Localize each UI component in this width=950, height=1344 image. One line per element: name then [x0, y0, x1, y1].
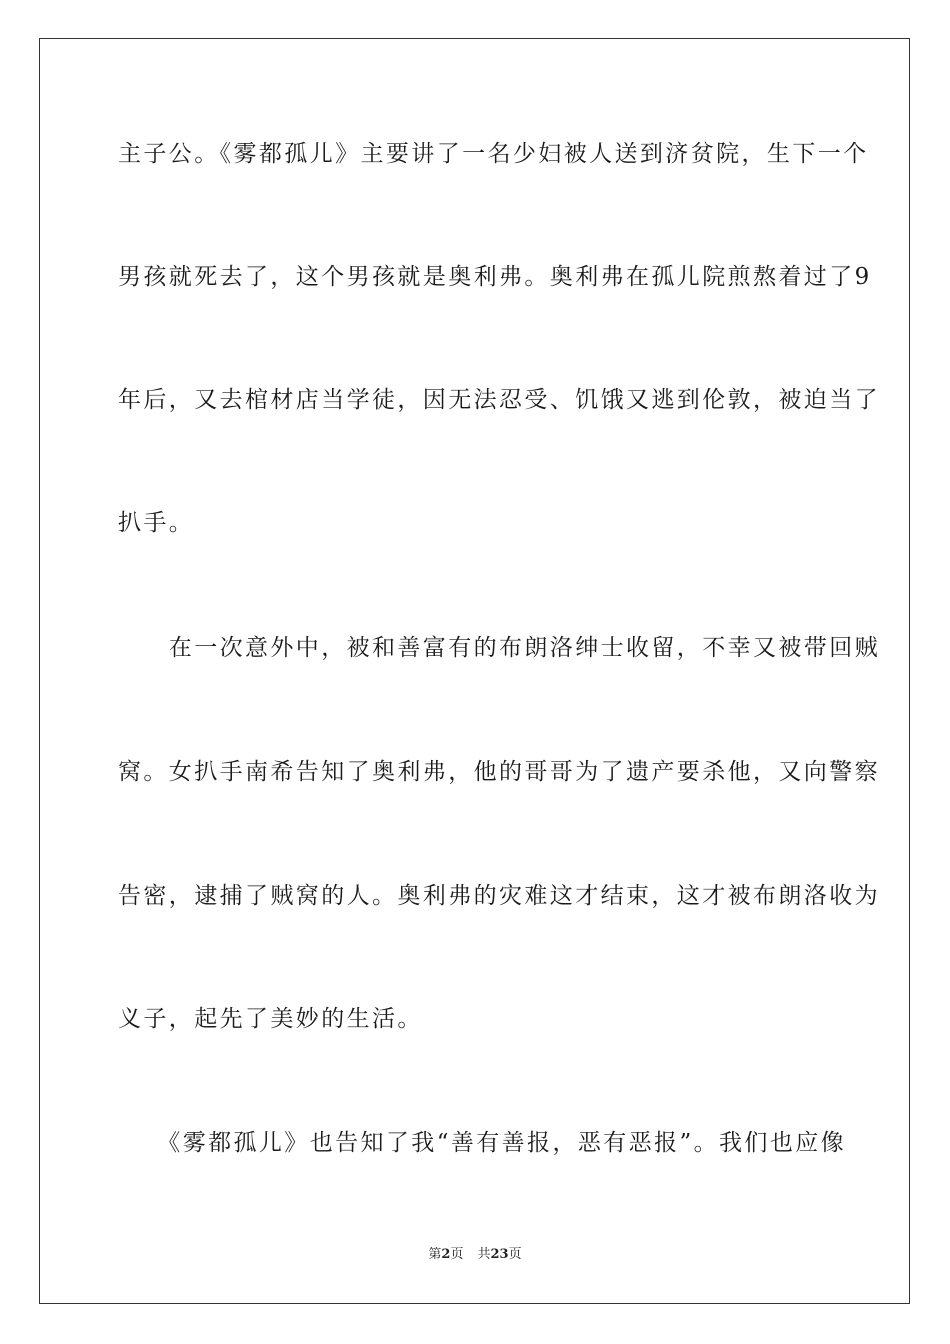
page-label-prefix: 第: [428, 1247, 442, 1262]
paragraph-line: 窝。女扒手南希告知了奥利弗，他的哥哥为了遗产要杀他，又向警察: [118, 759, 880, 785]
paragraph-line: 告密，逮捕了贼窝的人。奥利弗的灾难这才结束，这才被布朗洛收为: [118, 883, 880, 909]
paragraph-line: 男孩就死去了，这个男孩就是奥利弗。奥利弗在孤儿院煎熬着过了9: [118, 264, 872, 290]
page-label-suffix: 页: [450, 1247, 464, 1262]
paragraph-line: 《雾都孤儿》也告知了我“善有善报，恶有恶报”。我们也应像: [118, 1130, 847, 1156]
page-number: 2: [441, 1247, 451, 1262]
paragraph-line: 扒手。: [118, 510, 195, 536]
paragraph-line: 主子公。《雾都孤儿》主要讲了一名少妇被人送到济贫院，生下一个: [118, 141, 869, 167]
paragraph-line: 年后，又去棺材店当学徒，因无法忍受、饥饿又逃到伦敦，被迫当了: [118, 387, 880, 413]
total-pages: 23: [490, 1247, 509, 1262]
page-footer: [0, 1246, 950, 1264]
page-border: [39, 38, 910, 1304]
paragraph-line: 在一次意外中，被和善富有的布朗洛绅士收留，不幸又被带回贼: [118, 635, 880, 661]
paragraph-line: 义子，起先了美妙的生活。: [118, 1006, 423, 1032]
total-label-prefix: 共: [477, 1247, 491, 1262]
total-label-suffix: 页: [508, 1247, 522, 1262]
